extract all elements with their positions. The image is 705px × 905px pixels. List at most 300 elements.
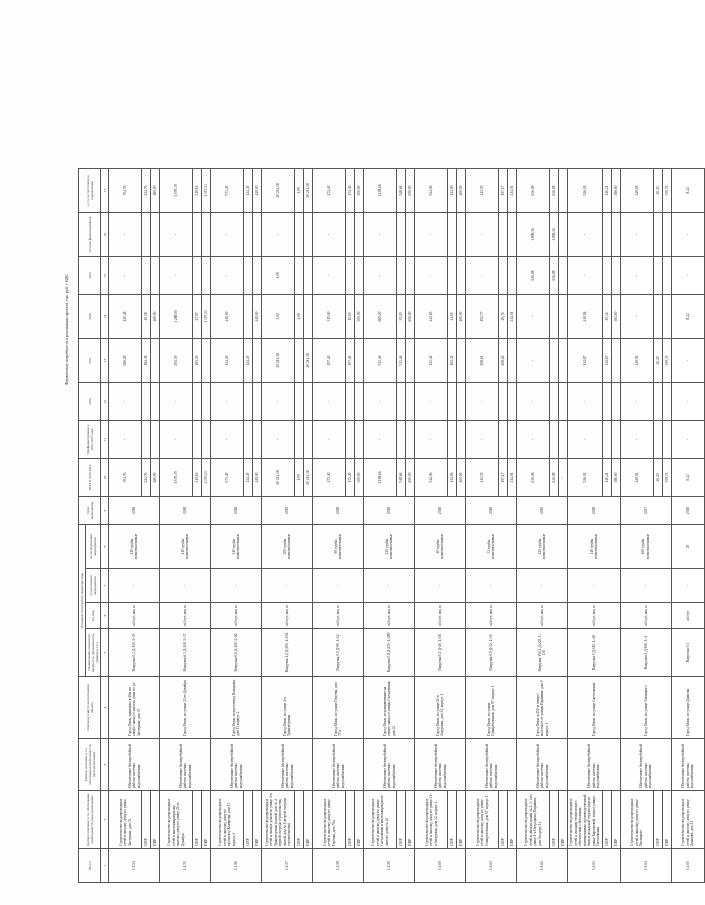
row-after: 110 трубы полиэтиленовые: [160, 525, 211, 569]
subrow-rest: [151, 213, 160, 257]
row-y2017: -: [671, 339, 704, 383]
subrow-y2017: 184,38: [142, 339, 151, 383]
subrow-kind: СМР: [397, 791, 406, 849]
row-number: 1.1.60: [415, 849, 466, 883]
subrow-conn: 300,00: [355, 169, 364, 213]
subrow-fin: [142, 421, 151, 459]
subrow-y2016: [295, 383, 304, 421]
row-term: 2018: [109, 497, 160, 525]
row-rest: -: [109, 213, 142, 257]
subrow-y2017: [550, 339, 559, 383]
row-unit: м3/сут, мм, м: [211, 603, 262, 629]
row-y2018: 1 288,00: [160, 295, 193, 339]
table-row: [568, 169, 602, 883]
row-unit: м3/сут, мм, м: [364, 603, 415, 629]
row-y2019: -: [211, 257, 244, 295]
subrow-total: 548,66: [397, 459, 406, 497]
subrow-y2019: [406, 257, 415, 295]
row-y2016: -: [415, 383, 448, 421]
subrow-rest: [611, 213, 620, 257]
column-number: 10: [101, 459, 109, 497]
subrow-kind: СМР: [499, 791, 508, 849]
row-goal: Обеспечение бесперебойной работы системы водоснабжения: [620, 739, 671, 791]
row-number: 1.1.55: [160, 849, 211, 883]
subrow-total: 636,08: [550, 459, 559, 497]
subrow-kind: ПИР: [253, 791, 262, 849]
row-y2017: 123,41: [415, 339, 448, 383]
row-y2018: 1,00: [262, 295, 295, 339]
row-fin: -: [160, 421, 193, 459]
subrow-kind: СМР: [653, 791, 662, 849]
subrow-y2019: [244, 257, 253, 295]
subrow-fin: [151, 421, 160, 459]
subrow-conn: 40,20: [653, 169, 662, 213]
subrow-rest: [457, 213, 466, 257]
row-conn: 472,40: [313, 169, 346, 213]
column-number-row: [101, 169, 109, 883]
row-total: 573,45: [211, 459, 244, 497]
subrow-y2019: [653, 257, 662, 295]
row-before: -: [466, 569, 517, 603]
subrow-y2018: 384,60: [611, 295, 620, 339]
row-y2018: 410,94: [568, 295, 602, 339]
subrow-y2016: [508, 383, 517, 421]
subrow-conn: 140,21: [602, 169, 611, 213]
subrow-y2016: [662, 383, 671, 421]
row-conn: 8,22: [671, 169, 704, 213]
subrow-y2018: 15,00: [346, 295, 355, 339]
subrow-rest: [202, 213, 211, 257]
row-title: Строительство водопроводных сетей к жилому дому по улице Съездовская и многоквартирного жилого дома № 43: [364, 791, 397, 849]
row-y2016: -: [262, 383, 295, 421]
table-row: [620, 169, 653, 883]
subrow-y2019: [457, 257, 466, 295]
subrow-y2016: [202, 383, 211, 421]
subrow-rest: [253, 213, 262, 257]
subrow-total: 386,60: [611, 459, 620, 497]
row-param: Нагрузка 0,1 Д-40, L-18: [415, 629, 466, 677]
row-total: 8,22: [671, 459, 704, 497]
row-before: -: [160, 569, 211, 603]
row-number: 1.1.62: [517, 849, 568, 883]
row-param: Нагрузка 0,9 Д-32, L-30: [466, 629, 517, 677]
column-number: 1: [101, 849, 109, 883]
row-y2018: 120,48: [109, 295, 142, 339]
row-y2019: 1,09: [262, 257, 295, 295]
row-term: 2018: [568, 497, 620, 525]
subrow-y2018: 300,00: [355, 295, 364, 339]
subrow-kind: СМР: [295, 791, 304, 849]
subrow-rest: [499, 213, 508, 257]
subrow-rest: [406, 213, 415, 257]
row-y2018: 441,65: [415, 295, 448, 339]
subrow-total: 140,21: [602, 459, 611, 497]
row-y2017: 20 211,38: [262, 339, 295, 383]
row-param: Нагрузка 0 Д-110, L-40: [568, 629, 620, 677]
col-2019: 2019: [79, 257, 101, 295]
row-y2016: -: [109, 383, 142, 421]
row-title: Строительство водопроводных сетей к жилому дому по улице Дианова, дом 21: [671, 791, 704, 849]
row-param: Нагрузка 0,3: [671, 629, 704, 677]
subrow-y2016: [244, 383, 253, 421]
subrow-total: 359,74: [662, 459, 671, 497]
subrow-total: 449,00: [253, 459, 262, 497]
row-y2016: -: [568, 383, 602, 421]
row-place: Город Омск, по улице Дианова: [671, 677, 704, 739]
col-2018: 2018: [79, 295, 101, 339]
subrow-conn: 1 357,13: [202, 169, 211, 213]
row-after: 110 трубы полиэтиленовые: [568, 525, 620, 569]
subrow-conn: 172,40: [346, 169, 355, 213]
row-before: -: [568, 569, 620, 603]
row-fin: -: [415, 421, 448, 459]
column-number: 5: [101, 629, 109, 677]
row-number: 1.1.56: [211, 849, 262, 883]
subrow-y2019: [397, 257, 406, 295]
column-number: 12: [101, 383, 109, 421]
subrow-y2018: [550, 295, 559, 339]
column-number: 4: [101, 677, 109, 739]
row-term: 2018: [671, 497, 704, 525]
subrow-rest: [653, 213, 662, 257]
column-number: 15: [101, 257, 109, 295]
subrow-y2018: 41,65: [448, 295, 457, 339]
subrow-conn: 548,66: [397, 169, 406, 213]
subrow-kind: СМР: [550, 791, 559, 849]
row-fin: -: [620, 421, 653, 459]
row-param: Нагрузка 0,6 Д-110, L-26: [211, 629, 262, 677]
subrow-kind: ПИР: [304, 791, 313, 849]
subrow-conn: 219,16: [193, 169, 202, 213]
row-y2016: -: [160, 383, 193, 421]
row-y2016: -: [211, 383, 244, 421]
subrow-total: 40,20: [653, 459, 662, 497]
row-term: 2018: [211, 497, 262, 525]
row-y2017: 449,94: [620, 339, 653, 383]
row-number: 1.1.59: [364, 849, 415, 883]
row-fin: -: [517, 421, 550, 459]
row-term: 2018: [415, 497, 466, 525]
column-number: 8: [101, 525, 109, 569]
col-2017: 2017: [79, 339, 101, 383]
row-conn: 449,94: [620, 169, 653, 213]
subrow-y2018: 480,00: [151, 295, 160, 339]
subrow-y2018: [653, 295, 662, 339]
row-y2018: -: [517, 295, 550, 339]
subrow-total: -: [559, 459, 568, 497]
subrow-fin: [662, 421, 671, 459]
row-param: Нагрузка 6,3 Д-110, L-37: [160, 629, 211, 677]
row-y2017: 157,40: [313, 339, 346, 383]
row-after: 160 трубы полиэтиленовые: [620, 525, 671, 569]
subrow-conn: 214,01: [508, 169, 517, 213]
subrow-conn: 480,00: [151, 169, 160, 213]
subrow-y2017: [559, 339, 568, 383]
subrow-y2017: [457, 339, 466, 383]
row-after: 200 трубы полиэтиленовые: [262, 525, 313, 569]
subrow-total: 400,00: [457, 459, 466, 497]
table-row: [415, 169, 448, 883]
row-rest: 1 898,36: [517, 213, 550, 257]
row-goal: Обеспечение бесперебойной работы системы водоснабжения: [160, 739, 211, 791]
column-number: 2: [101, 791, 109, 849]
subrow-fin: [346, 421, 355, 459]
subrow-fin: [448, 421, 457, 459]
row-y2016: -: [671, 383, 704, 421]
header-financial-note: Финансовые потребности в реализации проекта, тыс. руб. с НДС: [64, 273, 69, 385]
subrow-y2019: [346, 257, 355, 295]
subrow-conn: 449,00: [253, 169, 262, 213]
subrow-y2016: [151, 383, 160, 421]
row-title: Строительство водопроводных сетей и жилых домов по улице 4-я Транспортная (жилой дом № 4 первой очереди строительства, жилой дом № 6 второй очереди строительства): [262, 791, 295, 849]
row-place: Город Омск, по направлению на северо-запад от улицы Съездовская, дом 43: [364, 677, 415, 739]
table-row: [313, 169, 346, 883]
row-title: Строительство водопроводных сетей к жилому дому по улице Семиреченская, дом 97, корпус 1: [466, 791, 499, 849]
subrow-kind: ПИР: [559, 791, 568, 849]
row-before: -: [517, 569, 568, 603]
row-number: 1.1.54: [109, 849, 160, 883]
row-unit: м3/сут: [671, 603, 704, 629]
subrow-rest: [244, 213, 253, 257]
subrow-y2016: [397, 383, 406, 421]
row-term: 2019: [517, 497, 568, 525]
subrow-y2017: [406, 339, 415, 383]
row-conn: 636,08: [517, 169, 550, 213]
row-y2017: 513,46: [364, 339, 397, 383]
row-fin: -: [109, 421, 142, 459]
subrow-conn: 636,08: [550, 169, 559, 213]
row-y2018: 449,00: [211, 295, 244, 339]
row-unit: м3/сут, мм, м: [466, 603, 517, 629]
subrow-y2019: [253, 257, 262, 295]
row-before: -: [211, 569, 262, 603]
subrow-y2018: 1 357,13: [202, 295, 211, 339]
subrow-y2018: [244, 295, 253, 339]
subrow-y2018: 29,76: [499, 295, 508, 339]
row-after: 110 трубы полиэтиленовые: [109, 525, 160, 569]
subrow-conn: 386,60: [611, 169, 620, 213]
subrow-y2019: [448, 257, 457, 295]
subrow-y2017: [202, 339, 211, 383]
row-title: Строительство водопроводных сетей к складам технического обеспечения с бытовыми помещениями, производственной базы в складской территории по улице Бархатовой, южнее улицы Светловская: [568, 791, 602, 849]
subrow-total: 20 211,38: [304, 459, 313, 497]
subrow-conn: 144,06: [448, 169, 457, 213]
subrow-kind: СМР: [346, 791, 355, 849]
col-after: после реализации мероприятия: [86, 525, 101, 569]
subrow-y2018: [662, 295, 671, 339]
subrow-y2019: [142, 257, 151, 295]
subrow-fin: [406, 421, 415, 459]
row-fin: -: [262, 421, 295, 459]
subrow-y2018: 1,09: [295, 295, 304, 339]
subrow-kind: ПИР: [151, 791, 160, 849]
subrow-y2018: 40,38: [142, 295, 151, 339]
subrow-y2017: 20 211,38: [304, 339, 313, 383]
row-total: 704,76: [109, 459, 142, 497]
subrow-fin: [295, 421, 304, 459]
subrow-total: 1,09: [295, 459, 304, 497]
row-place: Город Омск, по улице 4-я Транспортная: [262, 677, 313, 739]
subrow-y2016: [559, 383, 568, 421]
subrow-fin: [653, 421, 662, 459]
row-conn: 544,06: [415, 169, 448, 213]
subrow-fin: [602, 421, 611, 459]
subrow-rest: [193, 213, 202, 257]
row-goal: Обеспечение бесперебойной работы системы водоснабжения: [568, 739, 620, 791]
subrow-kind: ПИР: [662, 791, 671, 849]
row-fin: -: [211, 421, 244, 459]
row-y2019: -: [620, 257, 653, 295]
row-total: 544,06: [415, 459, 448, 497]
subrow-y2018: 35,20: [397, 295, 406, 339]
row-place: Город Омск, по улице Героева, дом 70 а: [313, 677, 364, 739]
subrow-y2017: 191,39: [193, 339, 202, 383]
subrow-total: 219,16: [193, 459, 202, 497]
subrow-y2018: 400,00: [457, 295, 466, 339]
row-conn: 1 198,66: [364, 169, 397, 213]
row-param: Нагрузка 1,2 Д-200, L-104: [262, 629, 313, 677]
group-tech: Основные технические характеристики: [79, 525, 86, 677]
subrow-conn: 20 211,38: [304, 169, 313, 213]
subrow-y2017: [355, 339, 364, 383]
subrow-total: 124,45: [244, 459, 253, 497]
table-row: [262, 169, 295, 883]
row-unit: м3/сут, мм, м: [415, 603, 466, 629]
row-rest: -: [415, 213, 448, 257]
column-number: 14: [101, 295, 109, 339]
subrow-kind: СМР: [142, 791, 151, 849]
row-total: 1 579,39: [160, 459, 193, 497]
row-y2017: -: [517, 339, 550, 383]
subrow-rest: [508, 213, 517, 257]
row-total: 1 198,66: [364, 459, 397, 497]
row-y2019: -: [466, 257, 499, 295]
subrow-kind: ПИР: [611, 791, 620, 849]
table-row: [109, 169, 142, 883]
column-number: 17: [101, 169, 109, 213]
subrow-y2016: [406, 383, 415, 421]
column-number: 13: [101, 339, 109, 383]
subrow-rest: [142, 213, 151, 257]
subrow-y2019: [662, 257, 671, 295]
subrow-conn: [559, 169, 568, 213]
row-y2019: -: [160, 257, 193, 295]
row-y2019: -: [364, 257, 397, 295]
subrow-fin: [193, 421, 202, 459]
row-place: Город Омск, по улице Семиреченская, дом 97, корпус 1: [466, 677, 517, 739]
col-goal: Краткое описание, в т.ч. обоснование необходимости (цель реализации): [79, 739, 101, 791]
row-total: 411,39: [466, 459, 499, 497]
row-rest: -: [262, 213, 295, 257]
row-unit: м3/сут, мм, м: [568, 603, 620, 629]
row-y2016: -: [466, 383, 499, 421]
subrow-fin: [202, 421, 211, 459]
row-after: 90 трубы полиэтиленовые: [313, 525, 364, 569]
subrow-total: 214,01: [508, 459, 517, 497]
row-after: 225 трубы полиэтиленовые: [517, 525, 568, 569]
row-rest: -: [313, 213, 346, 257]
row-goal: Обеспечение бесперебойной работы системы водоснабжения: [109, 739, 160, 791]
subrow-y2019: [193, 257, 202, 295]
subrow-conn: 359,74: [662, 169, 671, 213]
row-y2016: -: [620, 383, 653, 421]
row-y2017: 114,87: [568, 339, 602, 383]
subrow-rest: 1 898,36: [550, 213, 559, 257]
row-number: 1.1.64: [620, 849, 671, 883]
subrow-y2018: 214,01: [508, 295, 517, 339]
col-rest: Остаток финансирования: [79, 213, 101, 257]
subrow-kind: ПИР: [457, 791, 466, 849]
row-rest: -: [671, 213, 704, 257]
row-after: 110 трубы полиэтиленовые: [211, 525, 262, 569]
column-number: 9: [101, 497, 109, 525]
row-title: Строительство водопроводных сетей к жилому дому по улице Лисицкого: [620, 791, 653, 849]
subrow-fin: [499, 421, 508, 459]
row-before: -: [415, 569, 466, 603]
row-number: 1.1.65: [671, 849, 704, 883]
subrow-y2017: [508, 339, 517, 383]
row-param: Нагрузка 0,5 Д-90, L-12: [313, 629, 364, 677]
subrow-y2017: 102,41: [448, 339, 457, 383]
row-before: -: [109, 569, 160, 603]
row-unit: м3/сут, мм, м: [517, 603, 568, 629]
row-total: 20 211,38: [262, 459, 295, 497]
row-title: Строительство водопроводных сетей к жилому дому по улице Героева, дом 70а: [313, 791, 346, 849]
col-total: ВСЕГО 2016-2019: [79, 459, 101, 497]
column-number: 7: [101, 569, 109, 603]
table-row: [160, 169, 193, 883]
row-term: 2018: [364, 497, 415, 525]
subrow-y2016: [611, 383, 620, 421]
row-place: Город Омск, по проспекту Комарова, дом 13 корпус 2: [211, 677, 262, 739]
row-y2018: 685,20: [364, 295, 397, 339]
row-total: 449,94: [620, 459, 653, 497]
row-rest: -: [466, 213, 499, 257]
subrow-kind: ПИР: [508, 791, 517, 849]
subrow-total: 650,00: [406, 459, 415, 497]
row-conn: 411,39: [466, 169, 499, 213]
column-number: 3: [101, 739, 109, 791]
subrow-kind: ПИР: [202, 791, 211, 849]
subrow-total: 1 357,13: [202, 459, 211, 497]
subrow-kind: СМР: [602, 791, 611, 849]
subrow-conn: 1,09: [295, 169, 304, 213]
table-row: [671, 169, 704, 883]
subrow-y2017: 157,40: [346, 339, 355, 383]
subrow-total: 300,00: [355, 459, 364, 497]
subrow-total: 197,17: [499, 459, 508, 497]
subrow-y2016: [193, 383, 202, 421]
row-goal: Обеспечение бесперебойной работы системы водоснабжения: [415, 739, 466, 791]
row-after: 25: [671, 525, 704, 569]
row-y2016: -: [517, 383, 550, 421]
subrow-conn: 224,76: [142, 169, 151, 213]
row-before: -: [262, 569, 313, 603]
col-before: до реализации мероприятия: [86, 569, 101, 603]
row-total: 526,01: [568, 459, 602, 497]
subrow-kind: СМР: [448, 791, 457, 849]
row-goal: Обеспечение бесперебойной работы системы водоснабжения: [364, 739, 415, 791]
row-y2018: 315,00: [313, 295, 346, 339]
subrow-y2017: 40,20: [653, 339, 662, 383]
row-place: Город Омск, по улице 21-я Амурская, дом 32, корпус 1: [415, 677, 466, 739]
subrow-y2019: [559, 257, 568, 295]
row-conn: 20 211,38: [262, 169, 295, 213]
row-rest: -: [211, 213, 244, 257]
row-y2019: 636,08: [517, 257, 550, 295]
row-rest: -: [160, 213, 193, 257]
subrow-y2019: 636,08: [550, 257, 559, 295]
